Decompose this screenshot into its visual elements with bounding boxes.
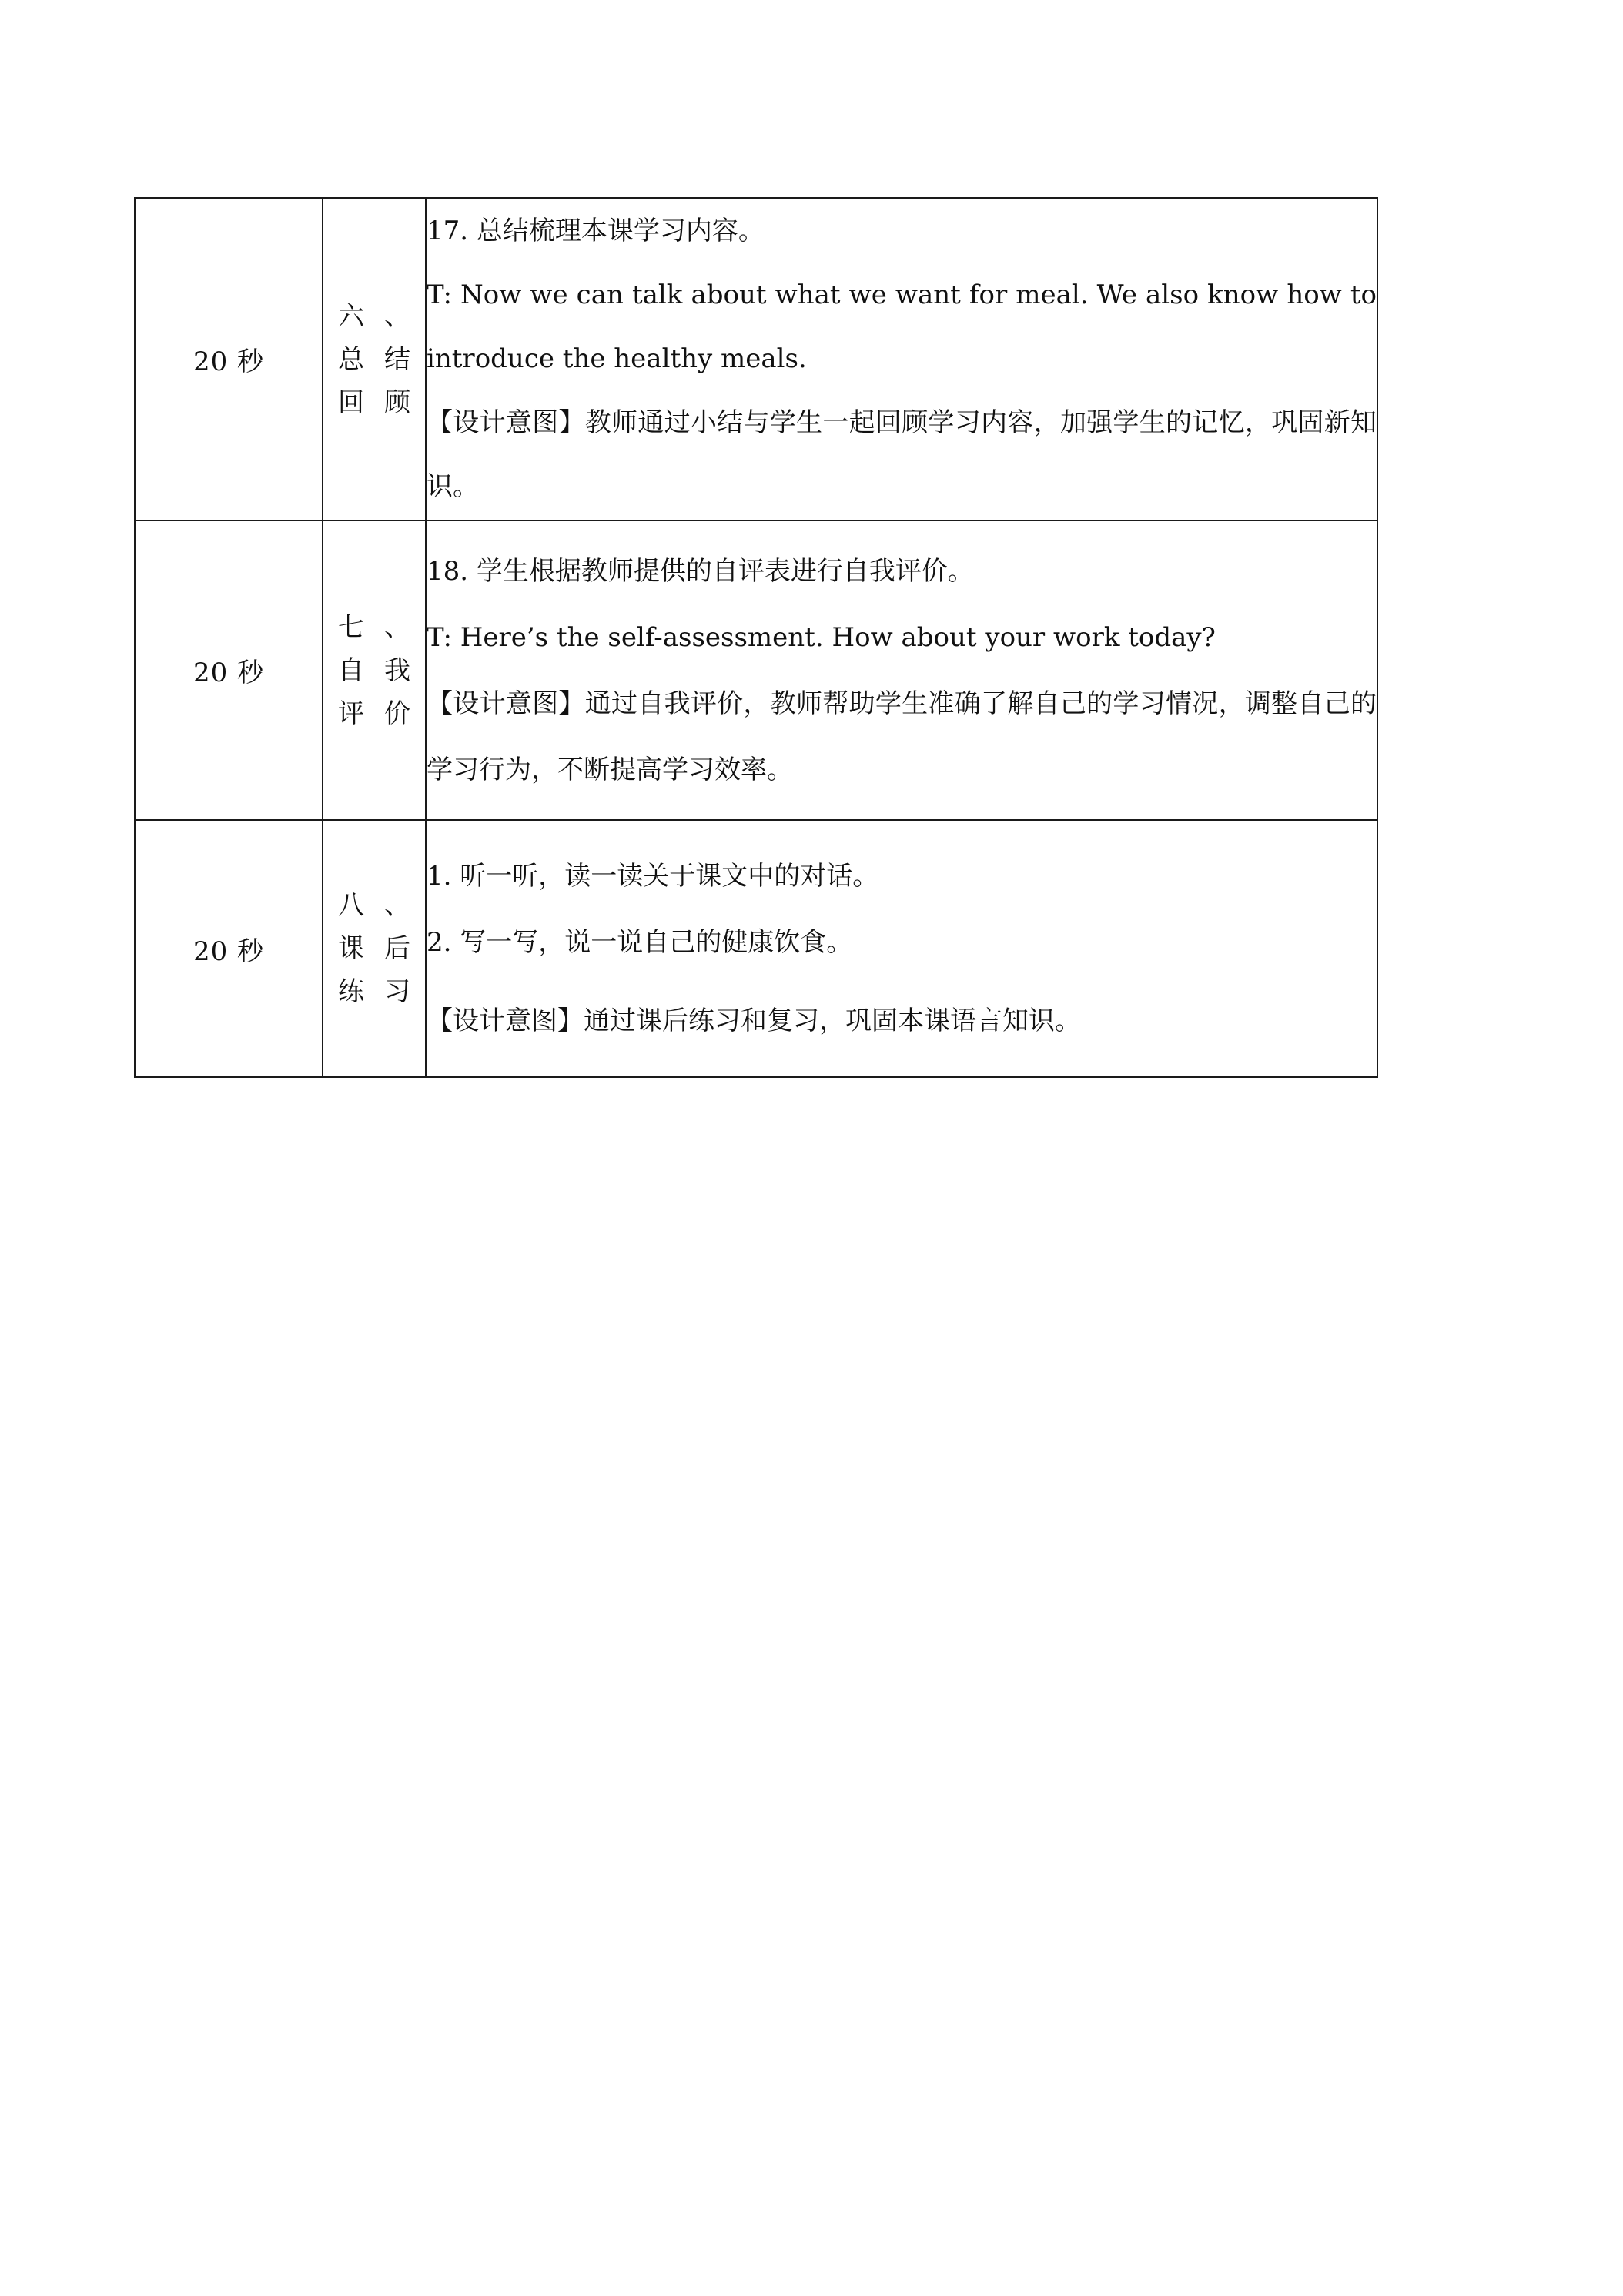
- content-cell: [426, 520, 1377, 820]
- stage-cell: [323, 520, 426, 820]
- time-cell: 20 秒: [135, 520, 323, 820]
- stage-label-line: 总 结: [338, 343, 410, 375]
- homework-item: 1. 听一听，读一读关于课文中的对话。: [427, 861, 879, 892]
- design-intent: 【设计意图】通过自我评价，教师帮助学生准确了解自己的学习情况，调整自己的学习行为，不断提高学习效率。: [427, 688, 1377, 785]
- activity-step: 17. 总结梳理本课学习内容。: [427, 216, 765, 246]
- stage-label-line: 评 价: [338, 698, 410, 729]
- activity-step: 18. 学生根据教师提供的自评表进行自我评价。: [427, 555, 974, 587]
- content-cell: [426, 198, 1377, 520]
- table-row: [135, 520, 1377, 820]
- homework-item: 2. 写一写，说一说自己的健康饮食。: [427, 927, 853, 958]
- time-cell: 20 秒: [135, 820, 323, 1077]
- stage-label-line: 七 、: [338, 611, 410, 643]
- stage-label-line: 练 习: [338, 976, 410, 1007]
- stage-label-line: 课 后: [338, 933, 410, 964]
- teacher-speech: T: Now we can talk about what we want for meal. We also know how to introduce the healthy meals.: [427, 279, 1377, 374]
- teacher-speech: T: Here’s the self-assessment. How about your work today?: [427, 621, 1216, 653]
- stage-label-line: 回 顾: [338, 387, 410, 418]
- design-intent: 【设计意图】通过课后练习和复习，巩固本课语言知识。: [427, 1006, 1081, 1036]
- content-cell: [426, 820, 1377, 1077]
- stage-cell: [323, 198, 426, 520]
- stage-label-line: 六 、: [338, 300, 410, 332]
- table-row: [135, 198, 1377, 520]
- stage-cell: [323, 820, 426, 1077]
- lesson-plan-table: [134, 197, 1378, 1078]
- time-cell: 20 秒: [135, 198, 323, 520]
- design-intent: 【设计意图】教师通过小结与学生一起回顾学习内容，加强学生的记忆，巩固新知识。: [427, 407, 1377, 502]
- stage-label-line: 八 、: [338, 890, 410, 921]
- table-row: [135, 820, 1377, 1077]
- stage-label-line: 自 我: [338, 654, 410, 686]
